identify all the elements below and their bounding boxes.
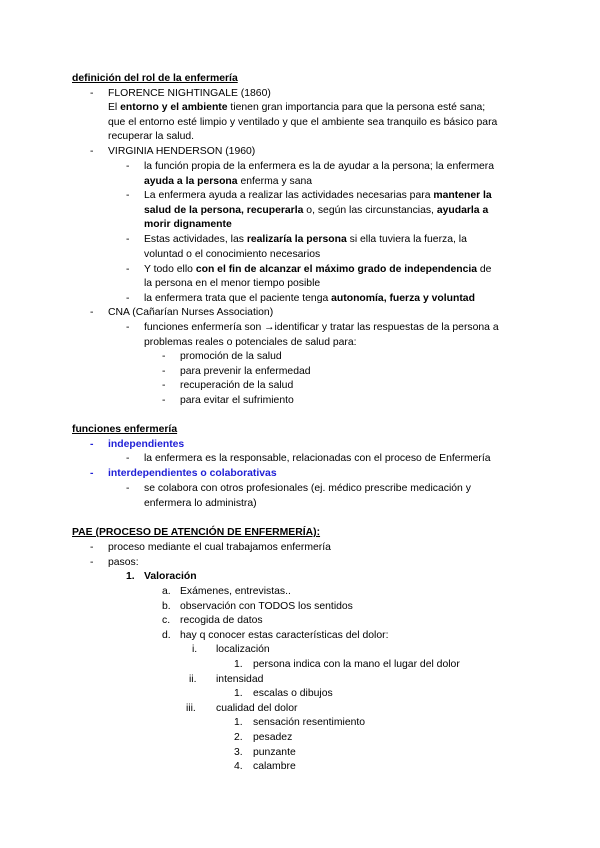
list-marker: iii. (186, 703, 196, 714)
cna-text-line1: funciones enfermería son →identificar y tratar las respuestas de la persona a (144, 322, 499, 333)
list-marker: - (162, 366, 166, 377)
florence-text-line2: que el entorno esté limpio y ventilado y que el ambiente sea tranquilo es básico para (108, 117, 498, 128)
list-marker: 4. (234, 761, 243, 772)
list-marker: - (126, 264, 130, 275)
list-item: Exámenes, entrevistas.. (180, 586, 291, 597)
list-marker: - (90, 88, 94, 99)
interdependientes-desc-line2: enfermera lo administra) (144, 498, 257, 509)
virginia-title: VIRGINIA HENDERSON (1960) (108, 146, 256, 157)
list-marker: - (162, 395, 166, 406)
list-marker: - (162, 380, 166, 391)
list-item: punzante (253, 747, 296, 758)
list-item: pesadez (253, 732, 293, 743)
virginia-item-2-line2: salud de la persona, recuperarla o, según las circunstancias, ayudarla a (144, 205, 489, 216)
list-marker: 1. (234, 717, 243, 728)
list-item: para evitar el sufrimiento (180, 395, 294, 406)
list-marker: c. (162, 615, 171, 626)
section-heading-rol: definición del rol de la enfermería (72, 73, 238, 84)
list-marker: d. (162, 630, 171, 641)
virginia-item-4-line2: la persona en el menor tiempo posible (144, 278, 321, 289)
list-item: persona indica con la mano el lugar del dolor (253, 659, 460, 670)
cna-text-line2: problemas reales o potenciales de salud para: (144, 337, 357, 348)
virginia-item-4-line1: Y todo ello con el fin de alcanzar el máximo grado de independencia de (144, 264, 492, 275)
list-item: recogida de datos (180, 615, 263, 626)
list-item: calambre (253, 761, 296, 772)
list-marker: - (126, 161, 130, 172)
virginia-item-3-line2: voluntad o el conocimiento necesarios (144, 249, 321, 260)
virginia-item-3-line1: Estas actividades, las realizaría la persona si ella tuviera la fuerza, la (144, 234, 467, 245)
list-marker: - (126, 453, 130, 464)
list-marker: 1. (234, 688, 243, 699)
list-marker: 1. (234, 659, 243, 670)
list-item: recuperación de la salud (180, 380, 294, 391)
list-marker: 2. (234, 732, 243, 743)
list-marker: - (126, 234, 130, 245)
list-marker: 3. (234, 747, 243, 758)
list-item: promoción de la salud (180, 351, 282, 362)
list-marker: - (90, 307, 94, 318)
florence-title: FLORENCE NIGHTINGALE (1860) (108, 88, 271, 99)
list-marker: ii. (189, 674, 197, 685)
independientes-label: independientes (108, 439, 185, 450)
florence-text-line1: El entorno y el ambiente tienen gran importancia para que la persona esté sana; (108, 102, 486, 113)
list-marker: - (126, 293, 130, 304)
list-item: pasos: (108, 557, 139, 568)
list-marker: - (90, 146, 94, 157)
list-marker: - (126, 322, 130, 333)
list-item: para prevenir la enfermedad (180, 366, 311, 377)
dolor-localizacion: localización (216, 644, 270, 655)
interdependientes-label: interdependientes o colaborativas (108, 468, 277, 479)
cna-title: CNA (Cañarían Nurses Association) (108, 307, 274, 318)
list-marker: - (90, 468, 94, 479)
list-marker: - (90, 542, 94, 553)
list-marker: - (126, 190, 130, 201)
dolor-intensidad: intensidad (216, 674, 264, 685)
list-marker: - (90, 557, 94, 568)
list-item: sensación resentimiento (253, 717, 366, 728)
list-item: observación con TODOS los sentidos (180, 601, 353, 612)
list-item: escalas o dibujos (253, 688, 333, 699)
step-valoracion: Valoración (144, 571, 197, 582)
list-marker: - (90, 439, 94, 450)
virginia-item-1-line1: la función propia de la enfermera es la de ayudar a la persona; la enfermera (144, 161, 495, 172)
list-marker: i. (192, 644, 198, 655)
dolor-cualidad: cualidad del dolor (216, 703, 298, 714)
florence-text-line3: recuperar la salud. (108, 131, 195, 142)
section-heading-funciones: funciones enfermería (72, 424, 178, 435)
list-marker: - (126, 483, 130, 494)
virginia-item-2-line1: La enfermera ayuda a realizar las actividades necesarias para mantener la (144, 190, 492, 201)
list-item: hay q conocer estas características del dolor: (180, 630, 389, 641)
interdependientes-desc-line1: se colabora con otros profesionales (ej. médico prescribe medicación y (144, 483, 471, 494)
list-marker: a. (162, 586, 171, 597)
virginia-item-5-line1: la enfermera trata que el paciente tenga autonomía, fuerza y voluntad (144, 293, 475, 304)
independientes-desc: la enfermera es la responsable, relacionadas con el proceso de Enfermería (144, 453, 491, 464)
list-item: proceso mediante el cual trabajamos enfermería (108, 542, 331, 553)
virginia-item-1-line2: ayuda a la persona enferma y sana (144, 176, 313, 187)
step-number: 1. (126, 571, 135, 582)
list-marker: - (162, 351, 166, 362)
section-heading-pae: PAE (PROCESO DE ATENCIÓN DE ENFERMERÍA): (72, 527, 321, 538)
virginia-item-2-line3: morir dignamente (144, 219, 232, 230)
list-marker: b. (162, 601, 171, 612)
